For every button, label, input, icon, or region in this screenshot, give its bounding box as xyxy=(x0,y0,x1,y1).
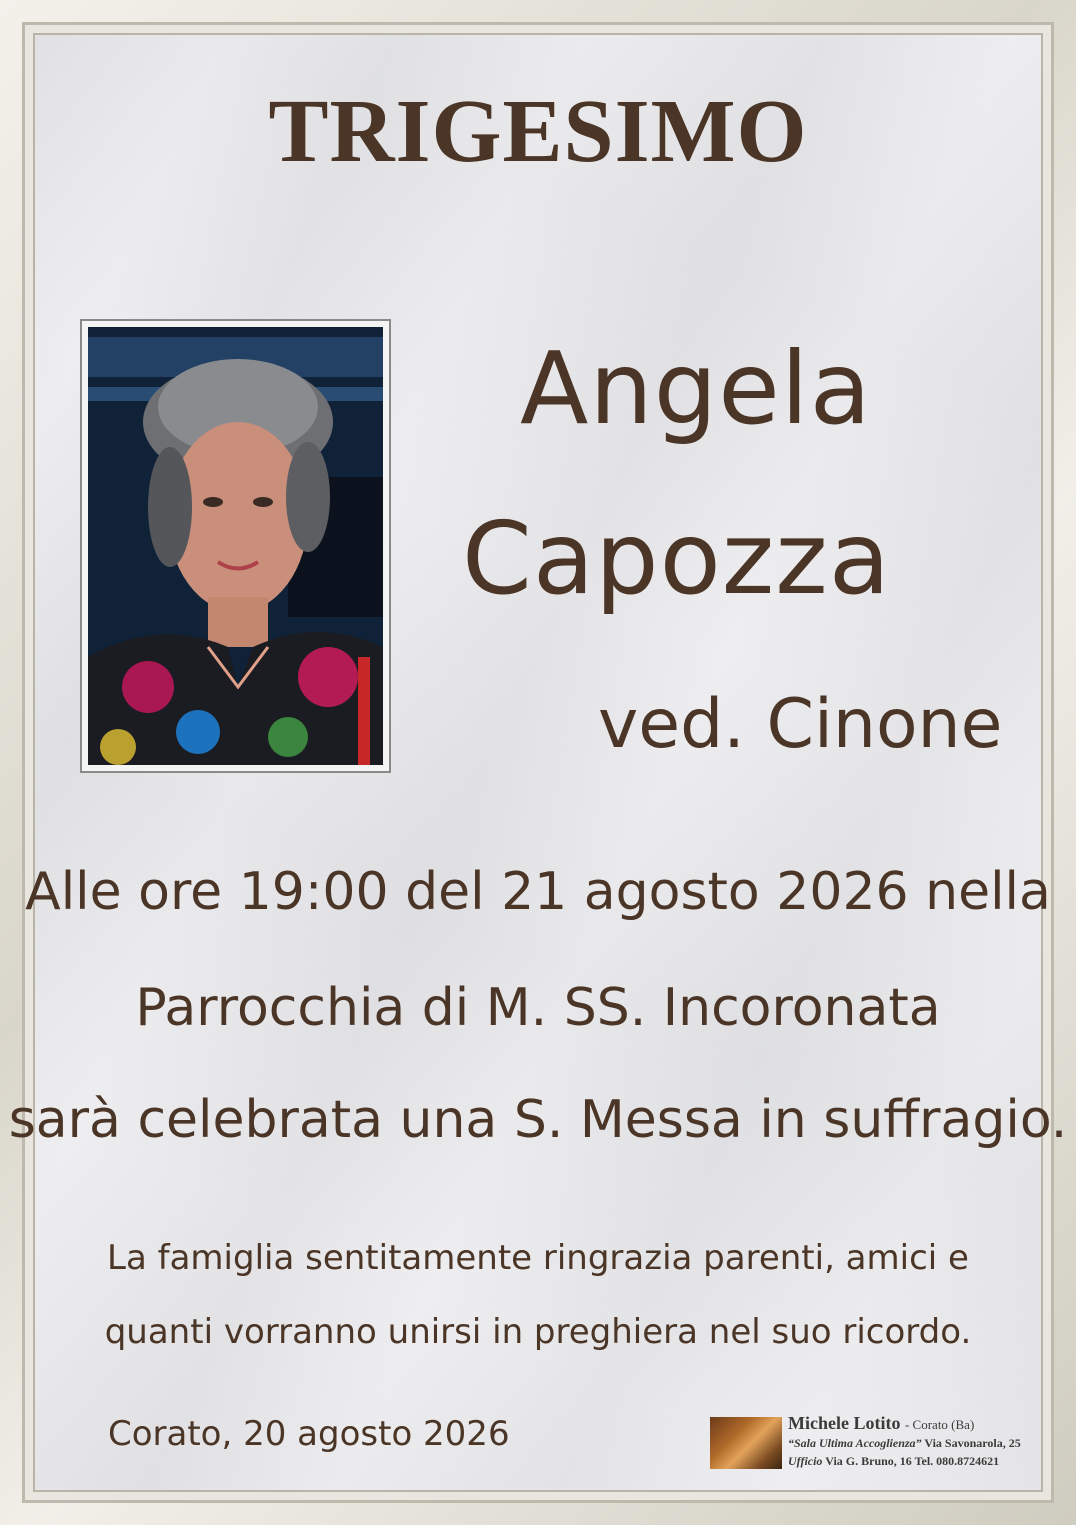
agency-name: Michele Lotito xyxy=(788,1413,901,1433)
agency-logo xyxy=(710,1417,782,1469)
agency-office-label: Ufficio xyxy=(788,1454,823,1468)
funeral-agency-block xyxy=(710,1413,1030,1473)
deceased-last-name: Capozza xyxy=(462,500,892,617)
portrait-illustration xyxy=(88,327,383,765)
agency-details xyxy=(788,1413,1038,1470)
thanks-line-2: quanti vorranno unirsi in preghiera nel suo ricordo. xyxy=(104,1312,972,1352)
agency-hall-row xyxy=(788,1434,1038,1452)
agency-office-address: Via G. Bruno, 16 Tel. 080.8724621 xyxy=(825,1454,1000,1468)
notice-title: TRIGESIMO xyxy=(268,82,808,181)
agency-office-row xyxy=(788,1452,1038,1470)
portrait-photo xyxy=(88,327,383,765)
thanks-line-1: La famiglia sentitamente ringrazia parenti, amici e xyxy=(107,1238,969,1278)
agency-hall-label: “Sala Ultima Accoglienza” xyxy=(788,1436,922,1450)
portrait-frame xyxy=(80,319,391,773)
agency-city: - Corato (Ba) xyxy=(904,1417,975,1432)
agency-hall-address: Via Savonarola, 25 xyxy=(924,1436,1021,1450)
announcement-line-2: Parrocchia di M. SS. Incoronata xyxy=(135,978,941,1038)
agency-name-row xyxy=(788,1413,1038,1434)
widow-of-label: ved. Cinone xyxy=(598,685,1003,764)
deceased-first-name: Angela xyxy=(520,330,872,447)
announcement-line-1: Alle ore 19:00 del 21 agosto 2026 nella xyxy=(25,862,1051,922)
place-and-date: Corato, 20 agosto 2026 xyxy=(108,1414,510,1454)
announcement-line-3: sarà celebrata una S. Messa in suffragio. xyxy=(8,1090,1068,1150)
